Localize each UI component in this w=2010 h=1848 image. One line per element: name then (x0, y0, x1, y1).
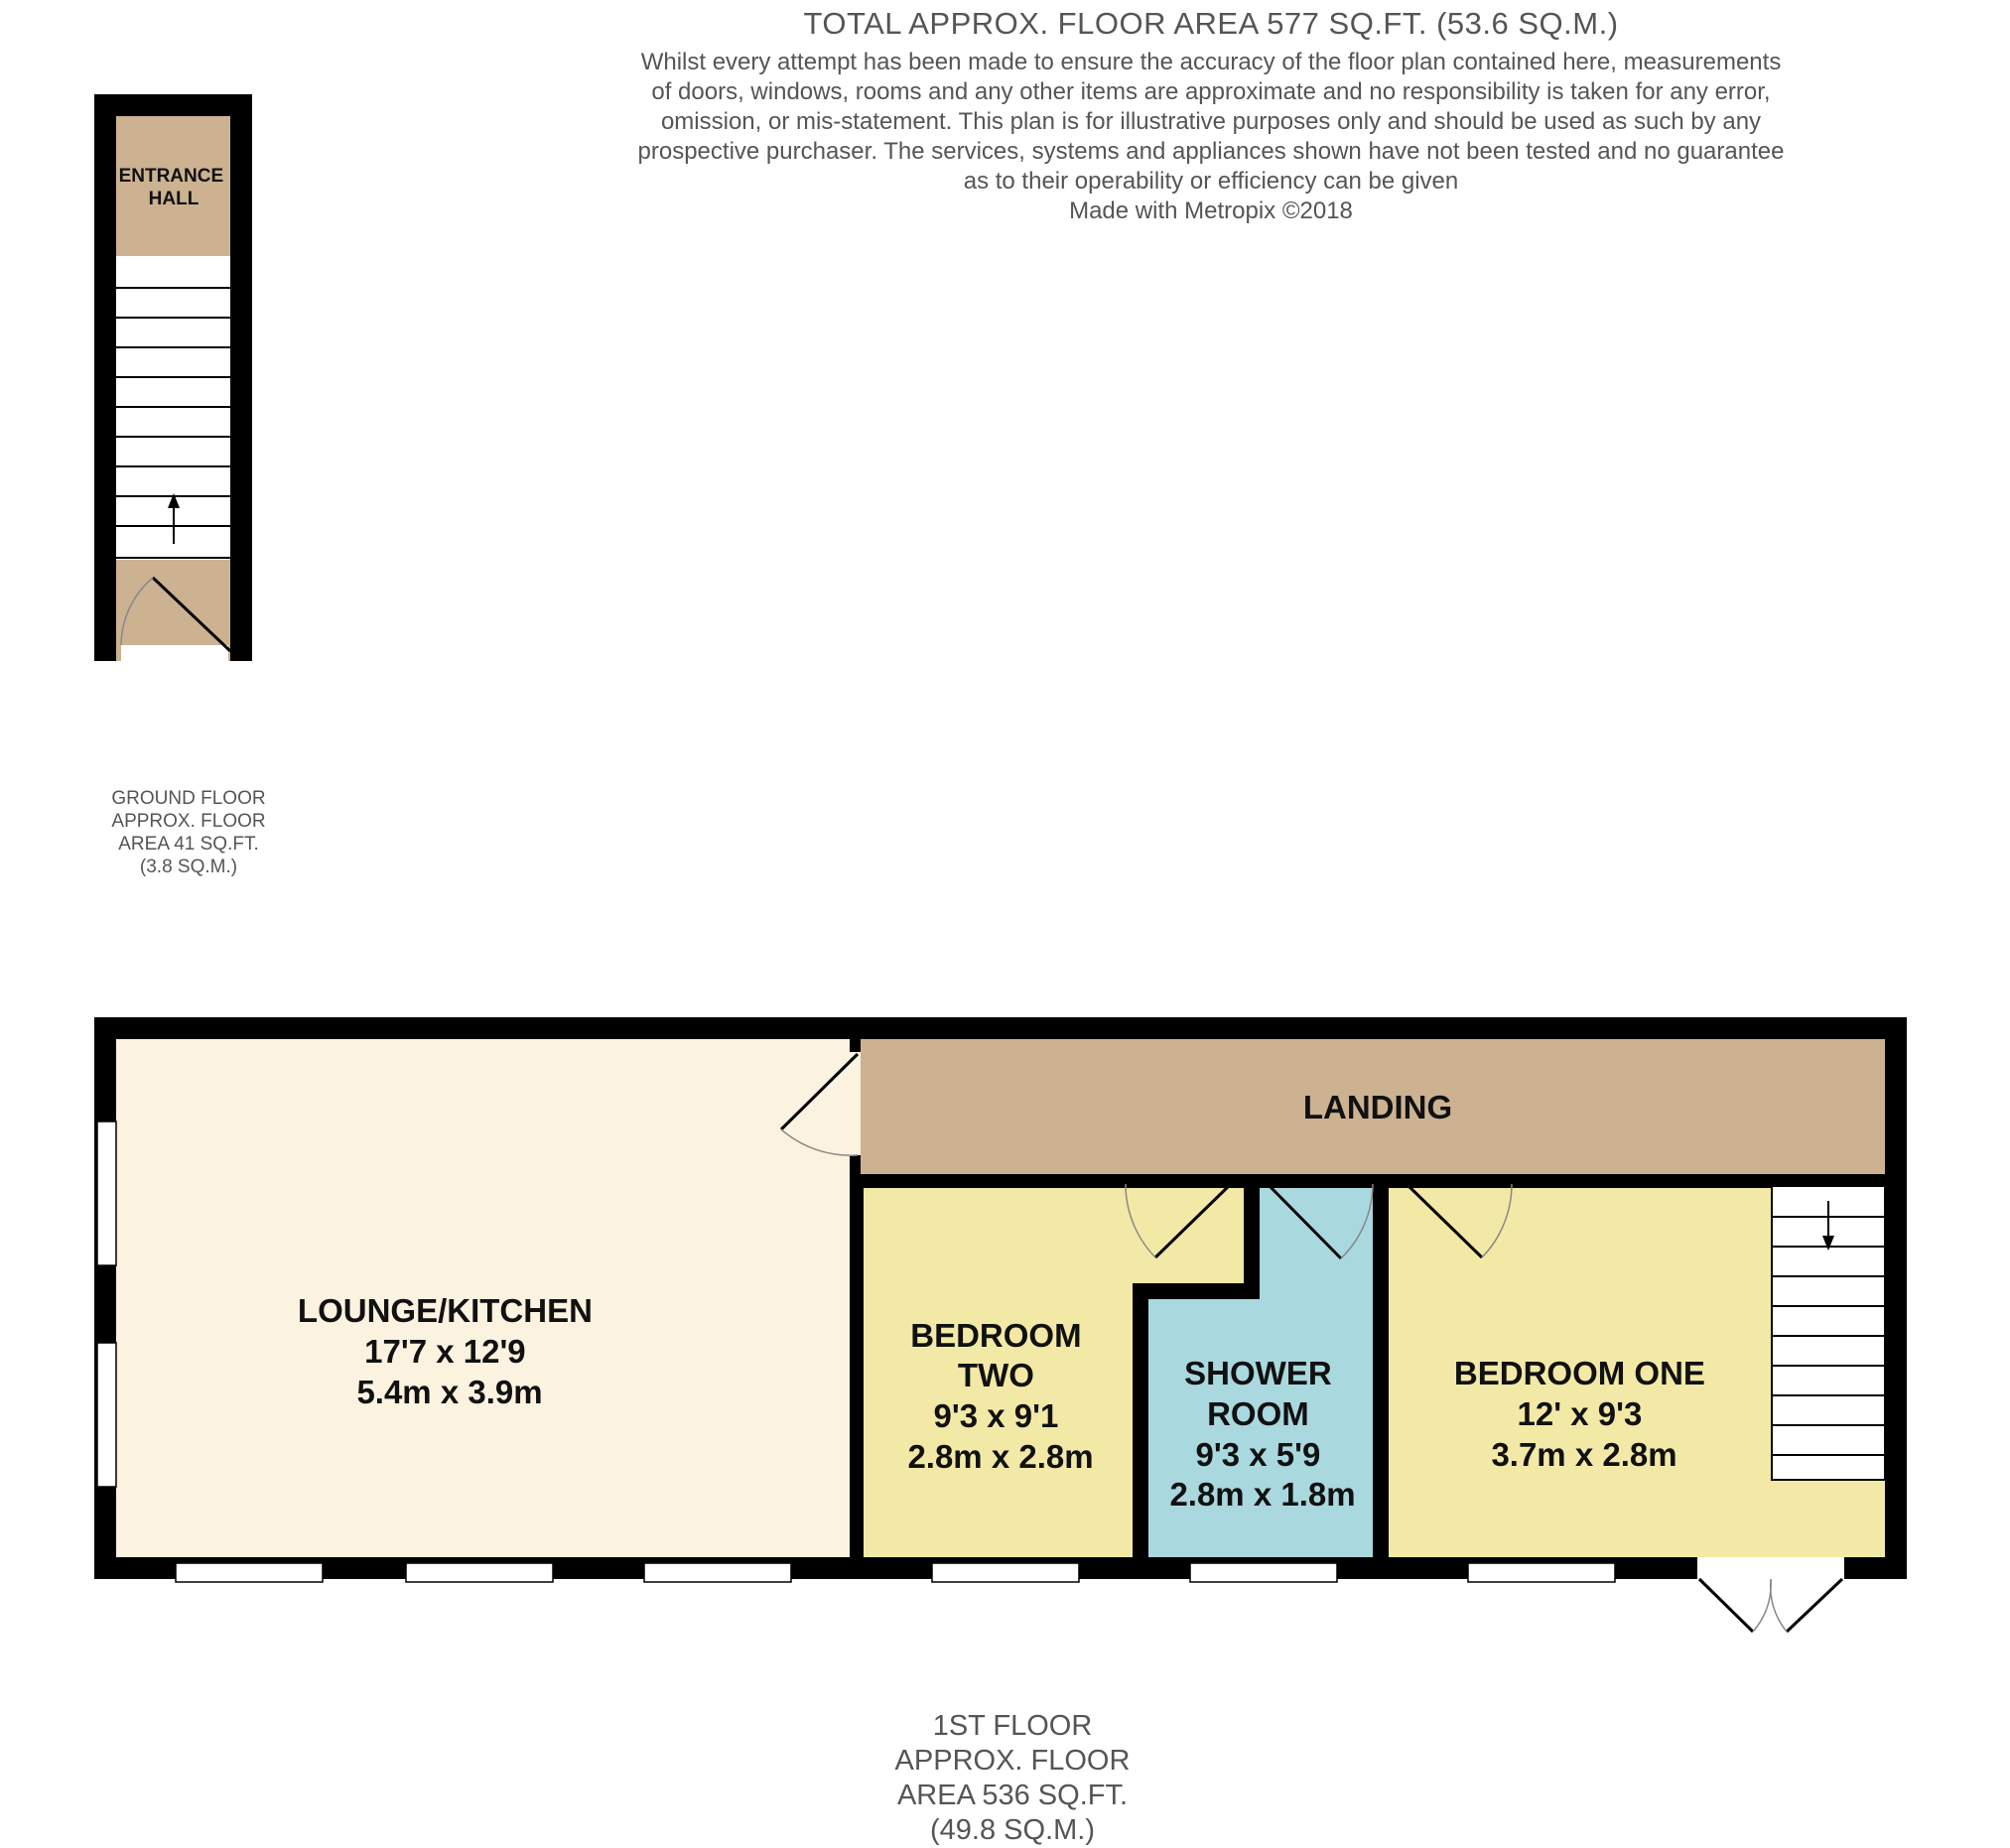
first-floor-label-line-3: AREA 536 SQ.FT. (896, 1780, 1129, 1811)
bedroom-two-name-line-1: BEDROOM (910, 1317, 1082, 1354)
ground-floor-area-label (69, 787, 308, 878)
shower-room-metric: 2.8m x 1.8m (1169, 1476, 1356, 1513)
window-shower-room-south (1190, 1563, 1337, 1582)
garden-doors-opening (1697, 1557, 1844, 1579)
disclaimer-line-2: of doors, windows, rooms and any other items are approximate and no responsibility is taken for any error, (651, 78, 1771, 105)
entrance-hall-label-line-1: ENTRANCE (118, 166, 224, 187)
landing-name: LANDING (1302, 1089, 1453, 1125)
first-floor-label-line-2: APPROX. FLOOR (894, 1745, 1131, 1777)
lounge-kitchen-name: LOUNGE/KITCHEN (297, 1292, 593, 1329)
made-with-metropix: Made with Metropix ©2018 (1069, 198, 1353, 224)
disclaimer-line-1: Whilst every attempt has been made to ensure the accuracy of the floor plan contained here, measurements (640, 49, 1782, 75)
window-lounge-south-3 (644, 1563, 791, 1582)
bedroom-one-imperial: 12' x 9'3 (1517, 1395, 1643, 1432)
bedroom-one-name: BEDROOM ONE (1453, 1355, 1705, 1391)
disclaimer-line-4: prospective purchaser. The services, systems and appliances shown have not been tested and no guarantee (637, 138, 1785, 165)
first-floor-plan (94, 1017, 1907, 1632)
ground-floor-plan (94, 94, 252, 661)
landing-door-gap (850, 1052, 861, 1155)
lounge-kitchen-imperial: 17'7 x 12'9 (364, 1333, 526, 1370)
front-door-opening (121, 645, 228, 661)
window-lounge-south-2 (406, 1563, 553, 1582)
window-lounge-south-1 (176, 1563, 323, 1582)
total-floor-area-title: TOTAL APPROX. FLOOR AREA 577 SQ.FT. (53.6 SQ.M.) (803, 6, 1619, 41)
shower-room-imperial: 9'3 x 5'9 (1195, 1436, 1321, 1473)
shower-room-name-line-1: SHOWER (1184, 1355, 1332, 1391)
ground-floor-label-line-3: AREA 41 SQ.FT. (118, 834, 259, 855)
disclaimer-line-3: omission, or mis-statement. This plan is for illustrative purposes only and should be used as such by any (660, 108, 1762, 135)
bedroom-two-metric: 2.8m x 2.8m (907, 1438, 1094, 1475)
bedroom-two-name-line-2: TWO (957, 1357, 1034, 1393)
landing-label (1303, 1089, 1452, 1125)
garden-door-left-icon (1699, 1579, 1771, 1632)
first-floor-area-label (834, 1709, 1191, 1848)
window-lounge-west-1 (97, 1122, 116, 1265)
window-lounge-west-2 (97, 1343, 116, 1487)
entrance-hall-label-line-2: HALL (148, 189, 200, 209)
ground-floor-label-line-1: GROUND FLOOR (111, 788, 266, 809)
window-bedroom-two-south (932, 1563, 1079, 1582)
garden-door-right-icon (1771, 1579, 1842, 1632)
lounge-kitchen-metric: 5.4m x 3.9m (356, 1374, 543, 1410)
first-floor-label-line-1: 1ST FLOOR (932, 1710, 1093, 1742)
ground-floor-label-line-4: (3.8 SQ.M.) (139, 857, 238, 877)
ground-floor-label-line-2: APPROX. FLOOR (111, 811, 266, 832)
window-bedroom-one-south (1468, 1563, 1615, 1582)
bedroom-two-imperial: 9'3 x 9'1 (933, 1397, 1059, 1434)
shower-room-name-line-2: ROOM (1207, 1395, 1309, 1432)
first-floor-label-line-4: (49.8 SQ.M.) (930, 1814, 1095, 1846)
bedroom-one-metric: 3.7m x 2.8m (1491, 1436, 1677, 1473)
disclaimer-line-5: as to their operability or efficiency can be given (963, 168, 1459, 195)
